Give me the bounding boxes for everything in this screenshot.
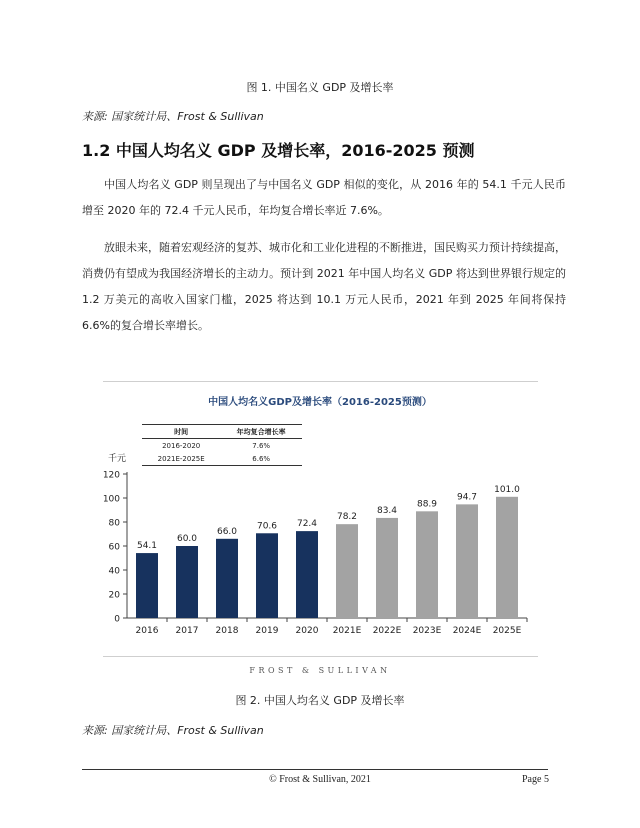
cagr-rate: 6.6% bbox=[220, 452, 302, 466]
cagr-period: 2016-2020 bbox=[162, 441, 201, 450]
data-label: 88.9 bbox=[416, 499, 438, 510]
data-label: 54.1 bbox=[136, 541, 158, 552]
data-label: 101.0 bbox=[494, 484, 520, 495]
source-note-1: 来源: 国家统计局、Frost & Sullivan bbox=[82, 110, 264, 123]
y-axis-unit-label: 千元 bbox=[108, 454, 127, 464]
x-tick-label: 2016 bbox=[135, 626, 159, 636]
footer-page-number: Page 5 bbox=[522, 774, 549, 785]
source-note-2: 来源: 国家统计局、Frost & Sullivan bbox=[82, 724, 264, 737]
x-tick-label: 2025E bbox=[492, 626, 522, 636]
chart-title: 中国人均名义GDP及增长率（2016-2025预测） bbox=[208, 397, 432, 408]
x-tick-label: 2021E bbox=[332, 626, 362, 636]
footer-rule bbox=[82, 769, 548, 770]
paragraph-1-text: 中国人均名义 GDP 则呈现出了与中国名义 GDP 相似的变化，从 2016 年的 54.1 千元人民币增至 2020 年的 72.4 千元人民币，年均复合增长率近 7.6%。 bbox=[82, 178, 566, 217]
data-label: 72.4 bbox=[296, 519, 318, 530]
y-tick-label: 40 bbox=[108, 566, 120, 577]
bar bbox=[416, 511, 438, 618]
data-label: 60.0 bbox=[176, 534, 198, 544]
x-tick-label: 2020 bbox=[295, 626, 319, 636]
x-tick-label: 2022E bbox=[372, 626, 402, 636]
bar bbox=[256, 533, 278, 618]
bar bbox=[296, 531, 318, 618]
y-tick-label: 120 bbox=[102, 470, 120, 481]
bar bbox=[136, 553, 158, 618]
cagr-period: 2021E-2025E bbox=[142, 452, 220, 466]
x-tick-label: 2024E bbox=[452, 626, 482, 636]
chart-bottom-rule bbox=[103, 656, 538, 657]
frost-sullivan-wordmark: FROST & SULLIVAN bbox=[249, 666, 391, 675]
data-label: 78.2 bbox=[336, 512, 358, 523]
section-heading: 1.2 中国人均名义 GDP 及增长率，2016-2025 预测 bbox=[82, 141, 475, 160]
data-label: 70.6 bbox=[256, 521, 278, 532]
x-tick-label: 2019 bbox=[255, 626, 279, 636]
x-tick-label: 2017 bbox=[175, 626, 199, 636]
bar bbox=[496, 497, 518, 618]
bar bbox=[216, 539, 238, 618]
y-tick-label: 0 bbox=[114, 614, 120, 625]
y-tick-label: 20 bbox=[108, 590, 120, 601]
figure-1-caption: 图 1. 中国名义 GDP 及增长率 bbox=[246, 81, 394, 94]
cagr-rate: 7.6% bbox=[252, 441, 271, 450]
bar bbox=[376, 518, 398, 618]
paragraph-2-text: 放眼未来，随着宏观经济的复苏、城市化和工业化进程的不断推进，国民购买力预计持续提高，消费仍有望成为我国经济增长的主动力。预计到 2021 年中国人均名义 GDP 将达到世界银行规定的 1.2 万美元的高收入国家门槛，2025 将达到 10.1 万元人民币，2021 年到 2025 年间将保持 6.6%的复合增长率增长。 bbox=[82, 241, 566, 332]
x-tick-label: 2023E bbox=[412, 626, 442, 636]
bar bbox=[456, 504, 478, 618]
y-tick-label: 100 bbox=[102, 494, 120, 505]
data-label: 94.7 bbox=[456, 492, 478, 503]
cagr-header-rate: 年均复合增长率 bbox=[220, 425, 302, 439]
cagr-header-period: 时间 bbox=[142, 425, 220, 439]
data-label: 83.4 bbox=[376, 505, 398, 516]
x-tick-label: 2018 bbox=[215, 626, 239, 636]
bar bbox=[176, 546, 198, 618]
data-label: 66.0 bbox=[216, 526, 238, 537]
y-tick-label: 80 bbox=[108, 518, 120, 529]
footer-copyright: © Frost & Sullivan, 2021 bbox=[269, 774, 371, 785]
figure-2-caption: 图 2. 中国人均名义 GDP 及增长率 bbox=[235, 694, 405, 707]
y-tick-label: 60 bbox=[108, 542, 120, 553]
bar bbox=[336, 524, 358, 618]
